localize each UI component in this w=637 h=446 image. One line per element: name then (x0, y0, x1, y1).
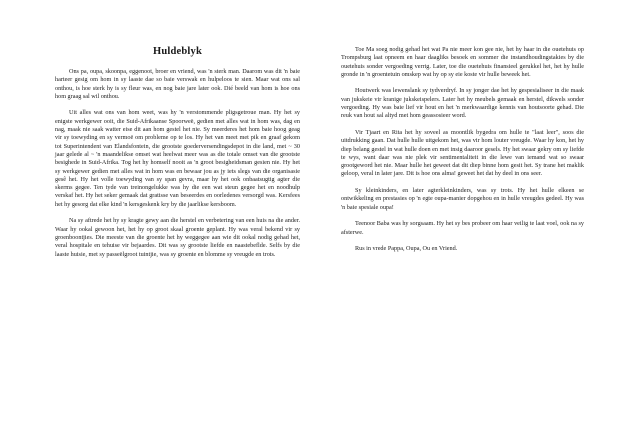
paragraph: Toe Ma soeg nodig gehad het wat Pa nie meer kon gee nie, het hy haar in die ouetehuis op Trompsburg laat opneem en haar daagliks besoek en sommer die instandhoudingstakies by die ouetehuis sonder vergoeding verrig. Later, toe die ouetehuis finansieel gerukkel het, het hy hulle gronde in 'n groentetuin omskep wat hy op sy eie koste vir hulle beweek het. (341, 46, 584, 78)
paragraph: Houtwerk was lewenslank sy tydverdryf. In sy jonger dae het hy gespesialiseer in die maak van jukskeie vir kranige jukskeispelers. Later het hy meubels gemaak en herstel, dikwels sonder vergoeding. Hy was baie lief vir hout en het 'n merkwaardige kennis van houtsoorte gehad. Die reuk van hout sal altyd met hom geassosieer word. (341, 87, 584, 120)
paragraph: Sy kleinkinders, en later agterkleinkinders, was sy trots. Hy het hulle elkeen se ontwikkeling en prestasies op 'n egte oupa-manier dopgehou en in hulle vreugdes gedeel. Hy was 'n baie spesiale oupa! (341, 187, 584, 211)
paragraph: Teenoor Baba was hy sorgsaam. Hy het sy bes probeer om haar veilig te laat voel, ook na sy afsterwe. (341, 220, 584, 236)
paragraph: Na sy aftrede het hy sy kragte gewy aan die herstel en verbetering van een huis na die ander. Waar hy ookal gewoon het, het hy op groot skaal groente geplant. Hy was veral bekend vir sy groenboontjies. Die meeste van die groente het hy weggegee aan wie dit ookal nodig gehad het, veral hospitale en tehuise vir bejaardes. Dit was sy grootste liefde en naastebeflde. Selfs by die laaste huisie, met sy passeëlgroot tuintjie, was sy groente en blomme sy vreugde en trots. (55, 217, 300, 258)
paragraph: Rus in vrede Pappa, Oupa, Ou en Vriend. (355, 245, 458, 253)
paragraph: Ons pa, oupa, skoonpa, eggenoot, broer en vriend, was 'n sterk man. Daarom was dit 'n baie harteer gesig om hom in sy laaste dae so baie verswak en hulpeloos te sien. Maar wat ons sal onthou, is hoe sterk hy is sy fleur was, en nog baie jare later ook. Dié beeld van hom is hoe ons hom graag sal wil onthou. (55, 68, 300, 100)
paragraph: Uit alles wat ons van hom weet, was hy 'n verstommende pligsgetroue man. Hy het sy enigste werkgewer ooit, die Suid-Afrikaanse Spoorweë, gedien met alles wat in hom was, dag en nag, maak nie saak watter eise dit aan hom gestel het nie. Sy meerderes het hom baie hoog geag vir sy toewyding en sy vermoë om probleme op te los. Hy het van meet met pik en graaf gekom tot Superintendent van Elandsfontein, die grootste goederversendingsdepot in die land, met ~ 30 jaar gelede al ~ 'n maandelikse omset wat heelwat meer was as die totale omset van die grootste besighede in Suid-Afrika. Tog het hy homself nooit as 'n groot besigheidsman gesien nie. Hy het sy werkgewer gedien met alles wat in hom was en bewaar jou as jy iets slegs van die organisasie gesê het. Hy het volle toewyding van sy span gevra, maar hy het ook onbaatsugtig agter die skerms gegee. Ten tyde van treinongelukke was hy die een wat steun gegee het en noodhulp verskaf het. Hy het seker gemaak dat gratisse van beseerdes en oorledenes versorgd was. Kersfees het hy gesorg dat elke kind 'n kersgeskenk kry by die jaarlikse kersboom. (55, 109, 300, 208)
left-column (55, 68, 300, 267)
paragraph: Vir Tjaart en Rita het hy soveel as moontlik bygedra om hulle te "laat leer", soos die uitdrukking gaan. Dat hulle hulle uitgekom het, was vir hom louter vreugde. Waar hy kon, het hy diep belang gestel in wat hulle doen en met insig daaroor gesels. Hy het swaar gekry om sy liefde te wys, want daar was nie plek vir sentimentaliteit in die lewe van iemand wat so swaar grootgeword het nie. Maar hulle het geweet dat dit diep binne hom gesit het. Sy trane het maklik geloop, veral in later jare. Dit is hoe ons alma! geweet het dat hy deel in ons seer. (341, 128, 584, 178)
page-title: Huldeblyk (152, 46, 203, 57)
right-column (341, 46, 584, 262)
